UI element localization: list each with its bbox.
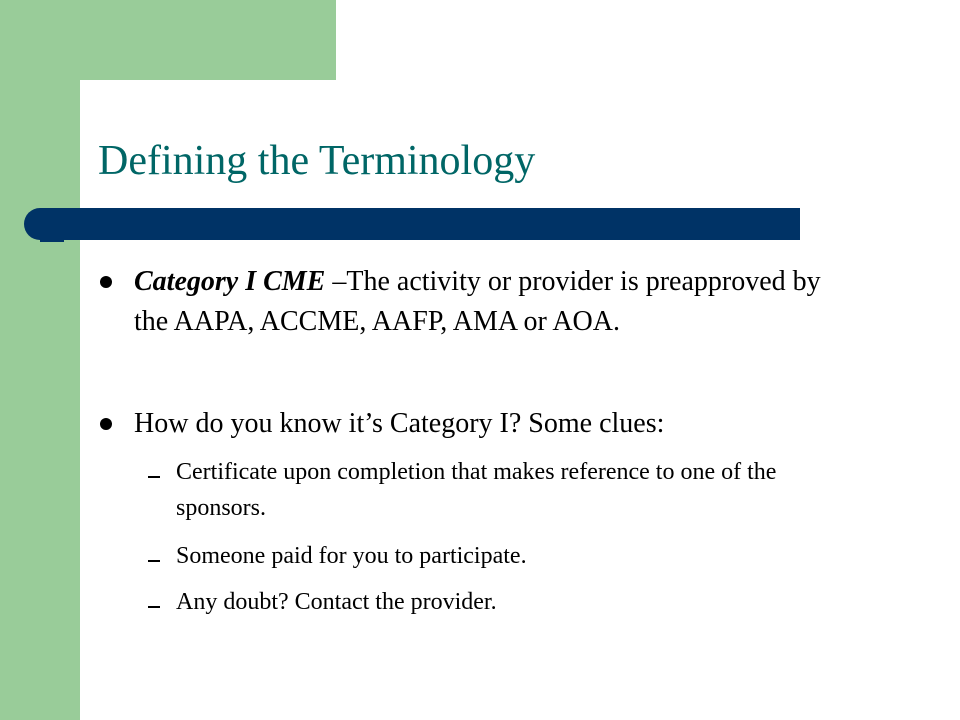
sub-bullet-text: Any doubt? Contact the provider. (176, 589, 497, 615)
sub-bullet-text: Someone paid for you to participate. (176, 543, 527, 569)
bullet-icon (100, 418, 112, 430)
title-bar-notch (40, 236, 64, 242)
dash-icon (148, 560, 160, 562)
left-accent-band (0, 0, 80, 720)
dash-icon (148, 476, 160, 478)
sub-bullet-any-doubt (176, 584, 846, 620)
bullet-emphasis: Category I CME (134, 266, 326, 297)
slide-title: Defining the Terminology (98, 138, 536, 184)
title-underline-bar (24, 208, 800, 240)
bullet-icon (100, 276, 112, 288)
sub-bullet-text: Certificate upon completion that makes reference to one of the sponsors. (176, 459, 777, 521)
top-accent-band (0, 0, 336, 80)
bullet-how-do-you-know (134, 404, 834, 444)
bullet-text: How do you know it’s Category I? Some clues: (134, 408, 665, 439)
sub-bullet-certificate (176, 454, 846, 526)
bullet-text: –The activity or provider is preapproved by the AAPA, ACCME, AAFP, AMA or AOA. (134, 266, 821, 337)
sub-bullet-someone-paid (176, 538, 846, 574)
dash-icon (148, 606, 160, 608)
bullet-category-i-cme (134, 262, 834, 342)
